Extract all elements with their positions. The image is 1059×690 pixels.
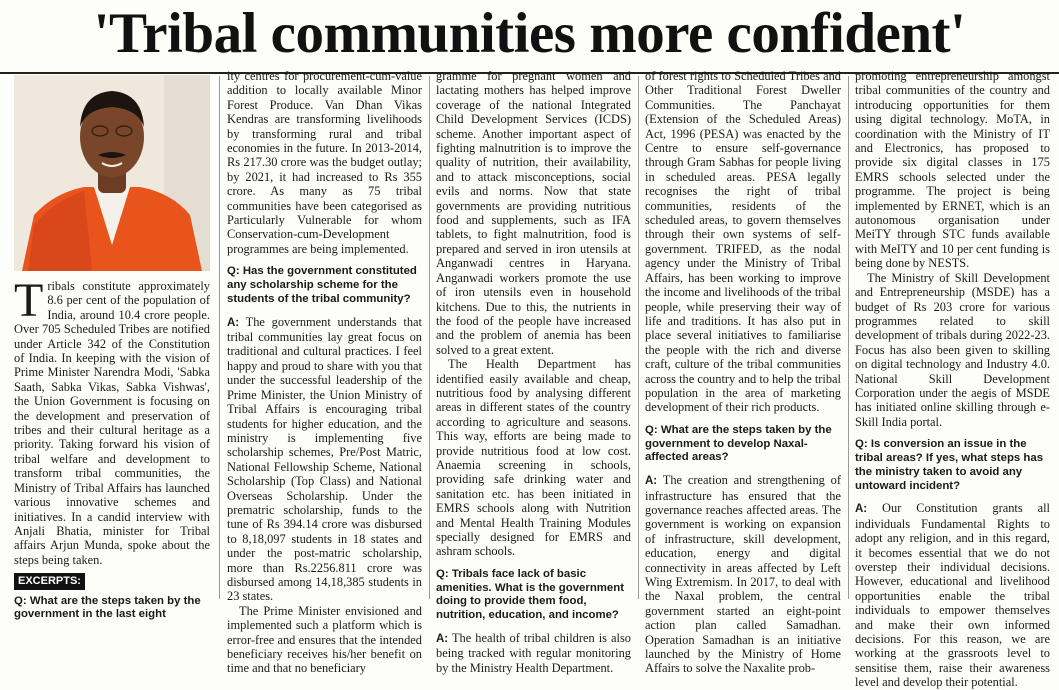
paragraph: ity centres for procurement-cum-value addition to locally available Minor Forest Produce. Van Dhan Vikas Kendras are transforming livelihoods by transforming rural and tribal economies in the future. In 2013-2014, Rs 217.30 crore was the budget outlay; by 2021, it had increased to Rs 355 crore. As many as 75 tribal communities have been categorised as Particularly Vulnerable for whom Conservation-cum-Development programmes are being implemented. [227, 69, 422, 256]
column-divider [638, 76, 639, 599]
paragraph: promoting entrepreneurship amongst tribal communities of the country and introducing opportunities for them using digital technology. MoTA, in coordination with the Ministry of IT and Electronics, has proposed to provide six digital classes in 175 EMRS schools selected under the programme. The project is being implemented by ERNET, which is an autonomous organisation under MeiTY through STC funds available with MeITY and 10 per cent funding is being done by NESTS. [855, 69, 1050, 271]
drop-cap: T [14, 274, 44, 327]
answer [855, 501, 1050, 689]
answer-label: A: [436, 633, 449, 645]
answer-label: A: [855, 503, 868, 516]
paragraph: The Prime Minister envisioned and implemented such a platform which is error-free and ensures that the intended beneficiary receives his/her benefit on time and that no beneficiary [227, 603, 422, 676]
answer [645, 473, 841, 676]
answer-text: The health of tribal children is also being tracked with regular monitoring by the Ministry Health Department. [436, 631, 631, 675]
minister-portrait-icon [14, 75, 210, 271]
question: Q: What are the steps taken by the government to develop Naxal-affected areas? [645, 423, 832, 464]
paragraph: of forest rights to Scheduled Tribes and Other Traditional Forest Dweller Communities. The Panchayat (Extension of the Scheduled Areas) Act, 1996 (PESA) was enacted by the Centre to ensure self-governance through Gram Sabhas for people living in scheduled areas. PESA legally recognises the right of tribal communities, residents of the scheduled areas, to govern themselves through their own systems of self-government. TRIFED, as the nodal agency under the Ministry of Tribal Affairs, has been working to improve the income and livelihoods of the tribal people, while preserving their way of life and traditions. It has also put in place several initiatives to familiarise the people with the rich and diverse craft, culture of the tribal communities across the country and to help the tribal population in the area of marketing development of their rich products. [645, 69, 841, 415]
question: Q: Tribals face lack of basic amenities. What is the government doing to provide them food, nutrition, education, and income? [436, 567, 624, 622]
minister-photo [14, 75, 210, 271]
column-divider [429, 76, 430, 599]
answer [436, 631, 631, 675]
answer-text: Our Constitution grants all individuals Fundamental Rights to adopt any religion, and in this regard, it becomes essential that we do not overstep their individual decisions. However, educational and livelihood opportunities enable the tribal individuals to empower themselves and make their own informed decisions. For this reason, we are working at the grassroots level to sensitise them, raise their awareness level and develop their potential. [855, 501, 1050, 690]
question: Q: Has the government constituted any scholarship scheme for the students of the tribal community? [227, 265, 417, 305]
answer-label: A: [227, 316, 240, 329]
question: Q: Is conversion an issue in the tribal areas? If yes, what steps has the ministry taken to avoid any untoward incident? [855, 438, 1044, 492]
headline: 'Tribal communities more confident' [93, 2, 966, 65]
paragraph: gramme for pregnant women and lactating mothers has helped improve coverage of the national Integrated Child Development Services (ICDS) scheme. Another important aspect of fighting malnutrition is to improve the quality of nutrition, their availability, and to attack misconceptions, social evils and norms. Now that state governments are providing nutritious food and supplements, such as IFA tablets, to fight malnutrition, food is prepared and served in iron utensils at Anganwadi centres in Haryana. Anganwadi workers promote the use of iron utensils even in household kitchens. Due to this, the nutrients in the food of the people have increased and the problem of anemia has been solved to a great extent. [436, 69, 631, 357]
paragraph: The Health Department has identified easily available and cheap, nutritious food by analysing different areas in different states of the country according to agriculture and seasons. This way, efforts are being made to provide nutritious food at low cost. Anaemia screening in schools, providing safe drinking water and sanitation etc. has been initiated in EMRS schools along with Nutrition and Mental Health Training Modules specially designed for EMRS and ashram schools. [436, 357, 631, 559]
answer [227, 315, 422, 604]
column-5 [855, 69, 1050, 690]
intro-text: ribals constitute approximately 8.6 per cent of the population of India, around 10.4 crore people. Over 705 Scheduled Tribes are notified under Article 342 of the Constitution of India. In keeping with the vision of Prime Minister Narendra Modi, 'Sabka Saath, Sabka Vikas, Sabka Vishwas', the Union Government is focusing on the development and preservation of tribes and their cultural heritage as a priority. Taking forward his vision of tribal welfare and development to transform tribal communities, the Ministry of Tribal Affairs has launched various innovative schemes and initiatives. In a candid interview with Anjali Bhatia, minister for Tribal affairs Arjun Munda, spoke about the steps being taken. [14, 279, 210, 567]
column-4 [645, 69, 842, 676]
column-divider [219, 76, 220, 599]
column-divider [848, 76, 849, 599]
excerpts-label: EXCERPTS: [14, 573, 85, 589]
paragraph: The Ministry of Skill Development and Entrepreneurship (MSDE) has a budget of Rs 203 crore for various programmes related to skill development of tribals during 2022-23. Focus has also been given to skilling on digital technology and Industry 4.0. National Skill Development Corporation under the aegis of MSDE has initiated online skilling through e-Skill India portal. [855, 270, 1050, 429]
answer-text: The creation and strengthening of infrastructure has ensured that the governance reaches affected areas. The government is working on expansion of infrastructure, skill development, education, energy and digital connectivity in areas affected by Left Wing Extremism. In 2017, to deal with the Naxal problem, the central government started an eight-point action plan called Samadhan. Operation Samadhan is an initiative launched by the Ministry of Home Affairs to solve the Naxalite prob- [645, 473, 842, 676]
column-2 [227, 69, 422, 676]
column-1 [14, 69, 210, 621]
question-1: Q: What are the steps taken by the government in the last eight [14, 594, 201, 621]
answer-label: A: [645, 475, 658, 488]
column-3 [436, 69, 631, 675]
answer-text: The government understands that tribal communities lay great focus on traditional and cultural practices. I feel happy and proud to share with you that under the successful leadership of the Prime Minister, the Union Ministry of Tribal Affairs is encouraging tribal students for higher education, and the ministry is implementing five scholarship schemes, Pre/Post Matric, National Fellowship Scheme, National Scholarship (Top Class) and National Overseas Scholarship. Under the prematric scholarship, funds to the tune of Rs 394.14 crore was disbursed to 8,18,097 students in 18 states and under the post-matric scholarship, more than Rs.2256.811 crore was disbursed among 14,18,385 students in 23 states. [227, 314, 422, 604]
